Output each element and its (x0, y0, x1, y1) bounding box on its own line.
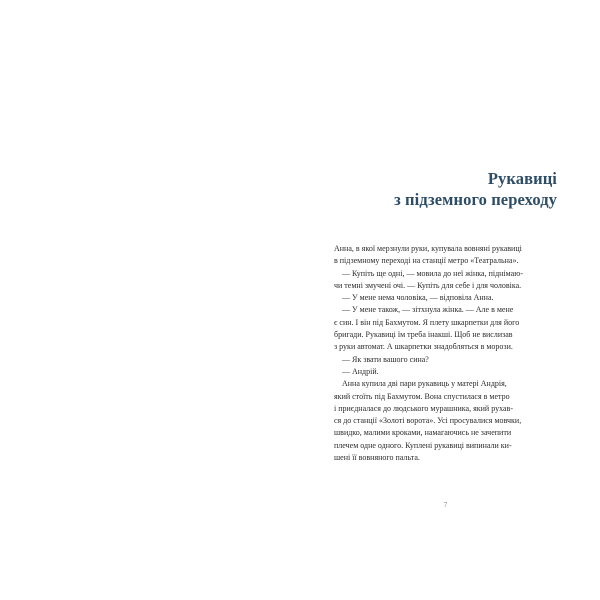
body-line: шені її вовняного пальта. (334, 453, 420, 463)
body-line: швидко, малими кроками, намагаючись не зачепити (334, 428, 512, 438)
body-line: — Андрій. (334, 366, 379, 376)
body-text (334, 243, 557, 464)
body-line: — Купіть ще одні, — мовила до неї жінка, піднімаю- (334, 268, 523, 278)
body-line: — У мене нема чоловіка, — відповіла Анна. (334, 293, 494, 303)
body-line: — Як звати вашого сина? (334, 354, 429, 364)
body-line: в підземному переході на станції метро «Театральна». (334, 256, 519, 266)
body-line: Анна, в якої мерзнули руки, купувала вовняні рукавиці (334, 244, 522, 253)
body-line: — У мене також, — зітхнула жінка. — Але в мене (334, 305, 514, 315)
body-line: є син. І він під Бахмутом. Я плету шкарпетки для його (334, 317, 520, 327)
body-line: Анна купила дві пари рукавиць у матері Андрія, (334, 379, 507, 389)
page-content-column (334, 0, 557, 600)
chapter-title-line-2: з підземного переходу (394, 189, 557, 209)
body-paragraph (334, 243, 557, 464)
body-line: який стоїть під Бахмутом. Вона спустилася в метро (334, 391, 510, 401)
body-line: бригади. Рукавиці їм треба інакші. Щоб не вислизав (334, 330, 513, 340)
chapter-title-line-1: Рукавиці (487, 169, 557, 189)
body-line: з руки автомат. А шкарпетки знадобляться в морози. (334, 342, 513, 352)
body-line: чи темні змучені очі. — Купіть для себе і для чоловіка. (334, 280, 522, 290)
chapter-title (334, 169, 557, 210)
body-line: ся до станції «Золоті ворота». Усі просувалися мовчки, (334, 416, 522, 426)
body-line: і приєдналася до людського мурашника, який рухав- (334, 403, 513, 413)
body-line: плечем одне одного. Куплені рукавиці випинали ки- (334, 440, 512, 450)
page-number: 7 (443, 501, 448, 509)
